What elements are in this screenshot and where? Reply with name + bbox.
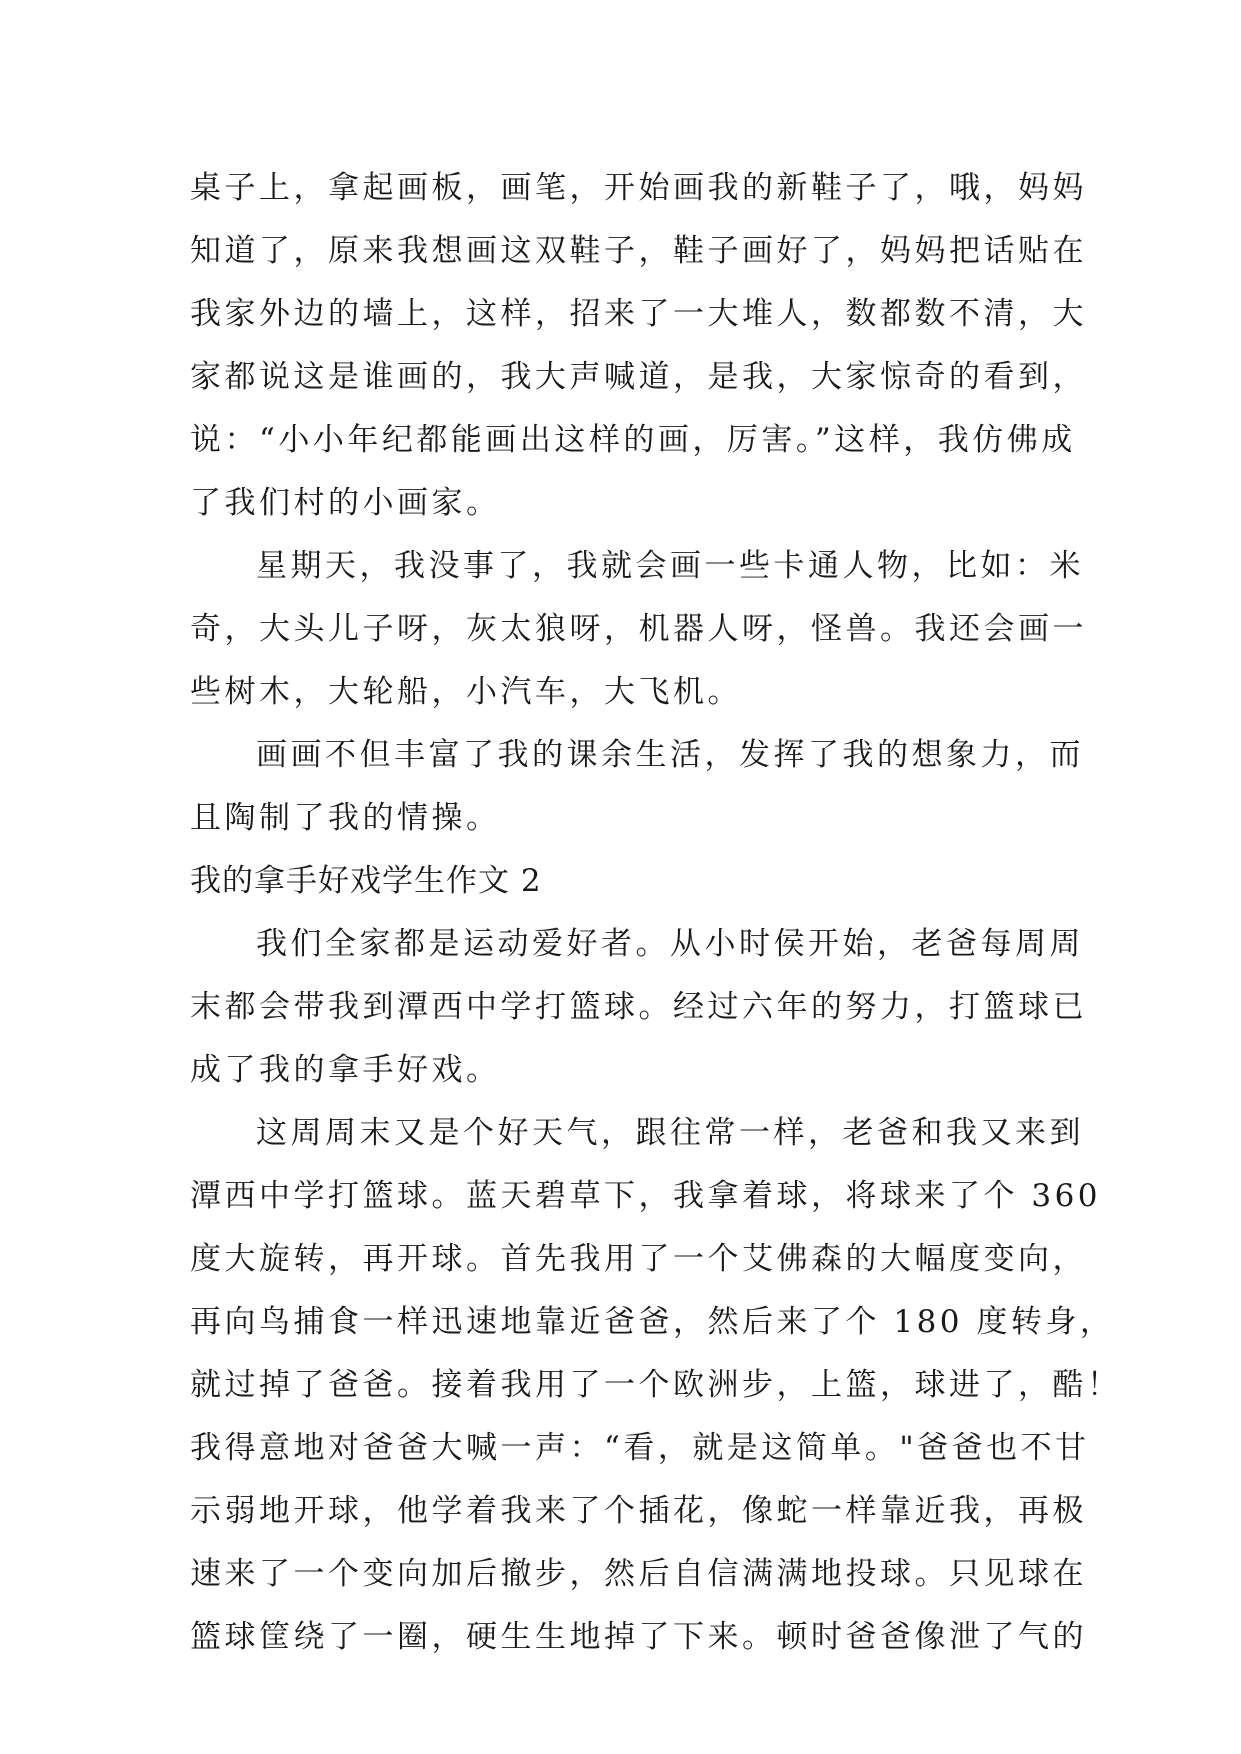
essay-body [190,157,1122,1669]
text-line: 我们全家都是运动爱好者。从小时侯开始，老爸每周周 [256,926,1084,962]
text-line: 桌子上，拿起画板，画笔，开始画我的新鞋子了，哦，妈妈 [190,170,1087,206]
text-line: 篮球筐绕了一圈，硬生生地掉了下来。顿时爸爸像泄了气的 [190,1619,1087,1655]
text-line: 末都会带我到潭西中学打篮球。经过六年的努力，打篮球已 [190,989,1087,1025]
text-line: 画画不但丰富了我的课余生活，发挥了我的想象力，而 [256,737,1084,773]
text-line: 我家外边的墙上，这样，招来了一大堆人，数都数不清，大 [190,296,1087,332]
text-line: 家都说这是谁画的，我大声喊道，是我，大家惊奇的看到， [190,359,1087,395]
text-line: 星期天，我没事了，我就会画一些卡通人物，比如：米 [256,548,1084,584]
text-line: 奇，大头儿子呀，灰太狼呀，机器人呀，怪兽。我还会画一 [190,611,1087,647]
text-line: 成了我的拿手好戏。 [190,1052,501,1088]
text-line: 度大旋转，再开球。首先我用了一个艾佛森的大幅度变向， [190,1241,1087,1277]
text-line: 这周周末又是个好天气，跟往常一样，老爸和我又来到 [256,1115,1084,1151]
text-line: 知道了，原来我想画这双鞋子，鞋子画好了，妈妈把话贴在 [190,233,1087,269]
text-line: 速来了一个变向加后撤步，然后自信满满地投球。只见球在 [190,1556,1087,1592]
section-heading: 我的拿手好戏学生作文 2 [190,863,542,899]
text-line: 了我们村的小画家。 [190,485,501,521]
text-line: 说：“小小年纪都能画出这样的画，厉害。”这样，我仿佛成 [190,422,1076,458]
text-line: 就过掉了爸爸。接着我用了一个欧洲步，上篮，球进了，酷！ [190,1367,1122,1403]
text-line: 示弱地开球，他学着我来了个插花，像蛇一样靠近我，再极 [190,1493,1087,1529]
text-line: 且陶制了我的情操。 [190,800,501,836]
text-line: 再向鸟捕食一样迅速地靠近爸爸，然后来了个 180 度转身， [190,1304,1115,1340]
text-line: 潭西中学打篮球。蓝天碧草下，我拿着球，将球来了个 360 [190,1178,1102,1214]
text-line: 我得意地对爸爸大喊一声：“看，就是这简单。"爸爸也不甘 [190,1430,1090,1466]
text-line: 些树木，大轮船，小汽车，大飞机。 [190,674,742,710]
